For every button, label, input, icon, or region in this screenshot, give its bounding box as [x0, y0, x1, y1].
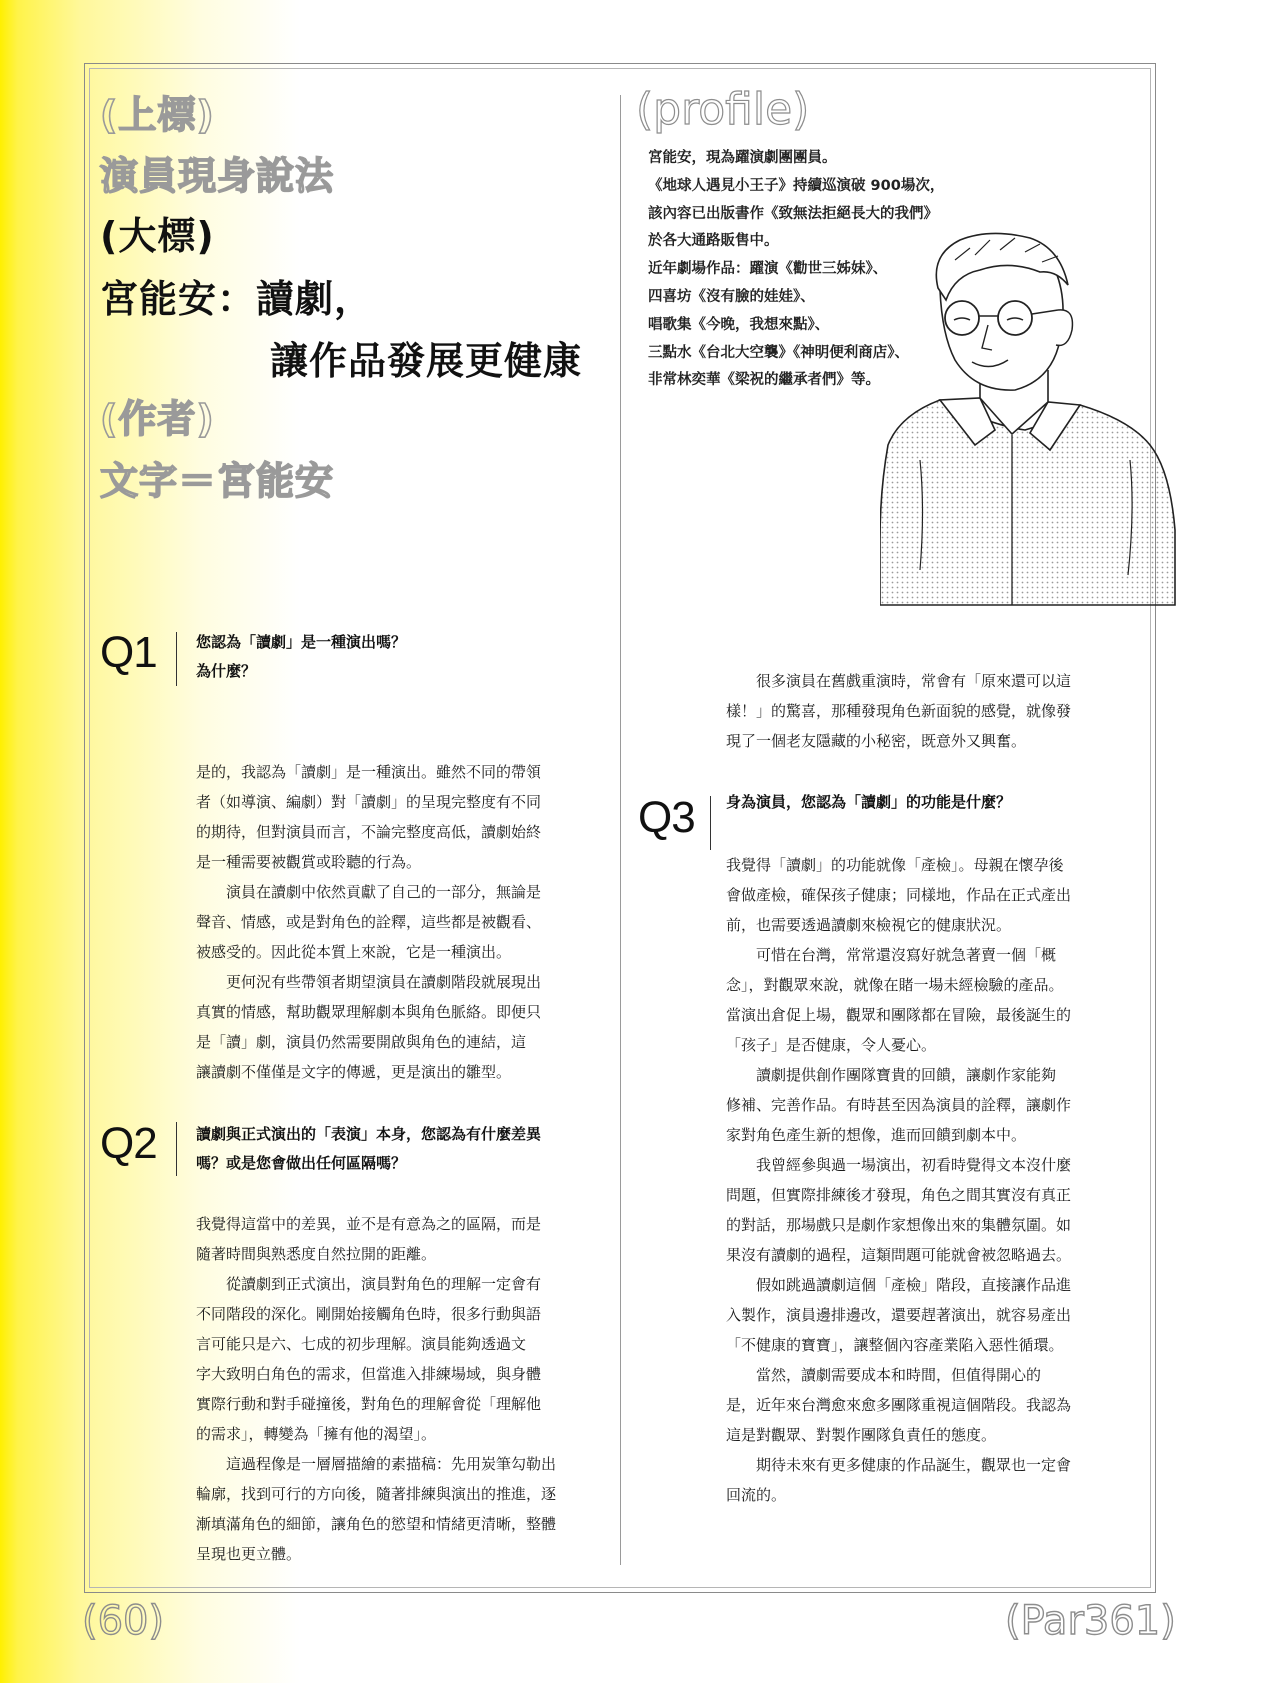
q1-question: [196, 628, 406, 686]
q1-answer-line: 被感受的。因此從本質上來說，它是一種演出。: [196, 943, 512, 961]
q3-bar: [710, 796, 711, 850]
q3-answer-line: 會做產檢，確保孩子健康；同樣地，作品在正式產出: [726, 886, 1072, 904]
q2-answer-line: 隨著時間與熟悉度自然拉開的距離。: [196, 1245, 437, 1263]
profile-line: 唱歌集《今晚，我想來點》、: [648, 316, 830, 333]
author-label: (作者): [100, 397, 215, 441]
q3-answer-line: 問題，但實際排練後才發現，角色之間其實沒有真正: [726, 1186, 1072, 1204]
q1-answer-line: 是一種需要被觀賞或聆聽的行為。: [196, 853, 422, 871]
page-number-left: (60): [82, 1598, 165, 1644]
q2-answer: [196, 1209, 556, 1569]
q3-answer-line: 入製作，演員邊排邊改，還要趕著演出，就容易產出: [726, 1306, 1072, 1324]
q1-answer-line: 聲音、情感，或是對角色的詮釋，這些都是被觀看、: [196, 913, 542, 931]
q1-bar: [176, 632, 177, 686]
q3-answer-line: 我覺得「讀劇」的功能就像「產檢」。母親在懷孕後: [726, 856, 1064, 874]
q3-answer-line: 念」，對觀眾來說，就像在賭一場未經檢驗的產品。: [726, 976, 1064, 994]
q2-bar: [176, 1122, 177, 1176]
profile-line: 近年劇場作品：躍演《勸世三姊妹》、: [648, 261, 888, 278]
q2-answer-line: 的需求」，轉變為「擁有他的渴望」。: [196, 1425, 437, 1443]
headline-label: (大標): [100, 214, 215, 258]
q3-answer-line: 「孩子」是否健康，令人憂心。: [726, 1036, 937, 1054]
q1-answer-line: 是的，我認為「讀劇」是一種演出。雖然不同的帶領: [196, 763, 542, 781]
q3-answer-line: 的對話，那場戲只是劇作家想像出來的集體氛圍。如: [726, 1216, 1072, 1234]
q2-answer-line: 字大致明白角色的需求，但當進入排練場域，與身體: [196, 1365, 542, 1383]
q1-answer-line: 演員在讀劇中依然貢獻了自己的一部分，無論是: [196, 883, 542, 901]
q2-continued-line: 很多演員在舊戲重演時，常會有「原來還可以這: [726, 672, 1072, 690]
q2-question: [196, 1120, 541, 1178]
q3-answer-line: 是，近年來台灣愈來愈多團隊重視這個階段。我認為: [726, 1396, 1072, 1414]
q1-answer-line: 真實的情感，幫助觀眾理解劇本與角色脈絡。即便只: [196, 1003, 542, 1021]
author: 文字＝宮能安: [100, 459, 335, 503]
q3-answer-line: 回流的。: [726, 1486, 787, 1504]
q2-answer-line: 呈現也更立體。: [196, 1545, 302, 1563]
q1-question-line: 您認為「讀劇」是一種演出嗎？: [196, 633, 407, 651]
q2-number: Q2: [100, 1119, 157, 1168]
q3-answer-line: 當演出倉促上場，觀眾和團隊都在冒險，最後誕生的: [726, 1006, 1072, 1024]
q2-answer-line: 輪廓，找到可行的方向後，隨著排練與演出的推進，逐: [196, 1485, 557, 1503]
kicker-label: (上標): [100, 93, 215, 137]
q3-answer-line: 讀劇提供創作團隊寶貴的回饋，讓劇作家能夠: [726, 1066, 1057, 1084]
q1-answer-line: 是「讀」劇，演員仍然需要開啟與角色的連結，這: [196, 1033, 527, 1051]
q2-continued-line: 現了一個老友隱藏的小秘密，既意外又興奮。: [726, 732, 1027, 750]
q1-number: Q1: [100, 628, 157, 677]
profile-line: 三點水《台北大空襲》《神明便利商店》、: [648, 344, 909, 361]
profile-line: 《地球人遇見小王子》持續巡演破 900場次，: [648, 177, 945, 194]
headline-line2: 讓作品發展更健康: [270, 339, 583, 383]
q3-answer-line: 前，也需要透過讀劇來檢視它的健康狀況。: [726, 916, 1012, 934]
profile-line: 於各大通路販售中。: [648, 233, 779, 250]
q3-question-line: 身為演員，您認為「讀劇」的功能是什麼？: [726, 793, 1012, 811]
q3-answer-line: 果沒有讀劇的過程，這類問題可能就會被忽略過去。: [726, 1246, 1072, 1264]
q3-answer-line: 期待未來有更多健康的作品誕生，觀眾也一定會: [726, 1456, 1072, 1474]
q2-continued: [726, 666, 1071, 756]
q2-answer-line: 我覺得這當中的差異，並不是有意為之的區隔，而是: [196, 1215, 542, 1233]
q2-question-line: 嗎？或是您會做出任何區隔嗎？: [196, 1154, 407, 1172]
q2-answer-line: 漸填滿角色的細節，讓角色的慾望和情緒更清晰，整體: [196, 1515, 557, 1533]
q2-answer-line: 實際行動和對手碰撞後，對角色的理解會從「理解他: [196, 1395, 542, 1413]
profile-line: 非常林奕華《梁祝的繼承者們》等。: [648, 372, 880, 389]
q3-answer-line: 家對角色產生新的想像，進而回饋到劇本中。: [726, 1126, 1027, 1144]
q2-answer-line: 這過程像是一層層描繪的素描稿：先用炭筆勾勒出: [196, 1455, 557, 1473]
portrait-illustration: [880, 230, 1180, 610]
q3-answer-line: 當然，讀劇需要成本和時間，但值得開心的: [726, 1366, 1042, 1384]
q3-answer-line: 假如跳過讀劇這個「產檢」階段，直接讓作品進: [726, 1276, 1072, 1294]
q1-answer-line: 讓讀劇不僅僅是文字的傳遞，更是演出的雛型。: [196, 1063, 512, 1081]
q3-answer-line: 這是對觀眾、對製作團隊負責任的態度。: [726, 1426, 997, 1444]
q3-question: [726, 788, 1011, 817]
page-number-right: (Par361): [1005, 1598, 1176, 1644]
q3-answer-line: 我曾經參與過一場演出，初看時覺得文本沒什麼: [726, 1156, 1072, 1174]
column-divider: [620, 95, 621, 1565]
profile-line: 該內容已出版書作《致無法拒絕長大的我們》: [648, 205, 938, 222]
q2-answer-line: 不同階段的深化。剛開始接觸角色時，很多行動與語: [196, 1305, 542, 1323]
headline-line1: 宮能安：讀劇，: [100, 277, 374, 321]
profile-line: 宮能安，現為躍演劇團團員。: [648, 150, 837, 166]
profile-line: 四喜坊《沒有臉的娃娃》、: [648, 288, 815, 305]
q1-answer-line: 的期待，但對演員而言，不論完整度高低，讀劇始終: [196, 823, 542, 841]
q2-continued-line: 樣！」的驚喜，那種發現角色新面貌的感覺，就像發: [726, 702, 1072, 720]
q2-question-line: 讀劇與正式演出的「表演」本身，您認為有什麼差異: [196, 1125, 542, 1143]
q2-answer-line: 從讀劇到正式演出，演員對角色的理解一定會有: [196, 1275, 542, 1293]
q1-answer-line: 更何況有些帶領者期望演員在讀劇階段就展現出: [196, 973, 542, 991]
q1-answer: [196, 757, 541, 1087]
q2-answer-line: 言可能只是六、七成的初步理解。演員能夠透過文: [196, 1335, 527, 1353]
q3-answer: [726, 850, 1071, 1510]
q3-number: Q3: [638, 793, 695, 842]
q3-answer-line: 修補、完善作品。有時甚至因為演員的詮釋，讓劇作: [726, 1096, 1072, 1114]
q3-answer-line: 可惜在台灣，常常還沒寫好就急著賣一個「概: [726, 946, 1057, 964]
q1-question-line: 為什麼？: [196, 662, 257, 680]
kicker: 演員現身說法: [100, 154, 335, 198]
q3-answer-line: 「不健康的寶寶」，讓整個內容產業陷入惡性循環。: [726, 1336, 1064, 1354]
profile-label: (profile): [636, 84, 810, 135]
q1-answer-line: 者（如導演、編劇）對「讀劇」的呈現完整度有不同: [196, 793, 542, 811]
